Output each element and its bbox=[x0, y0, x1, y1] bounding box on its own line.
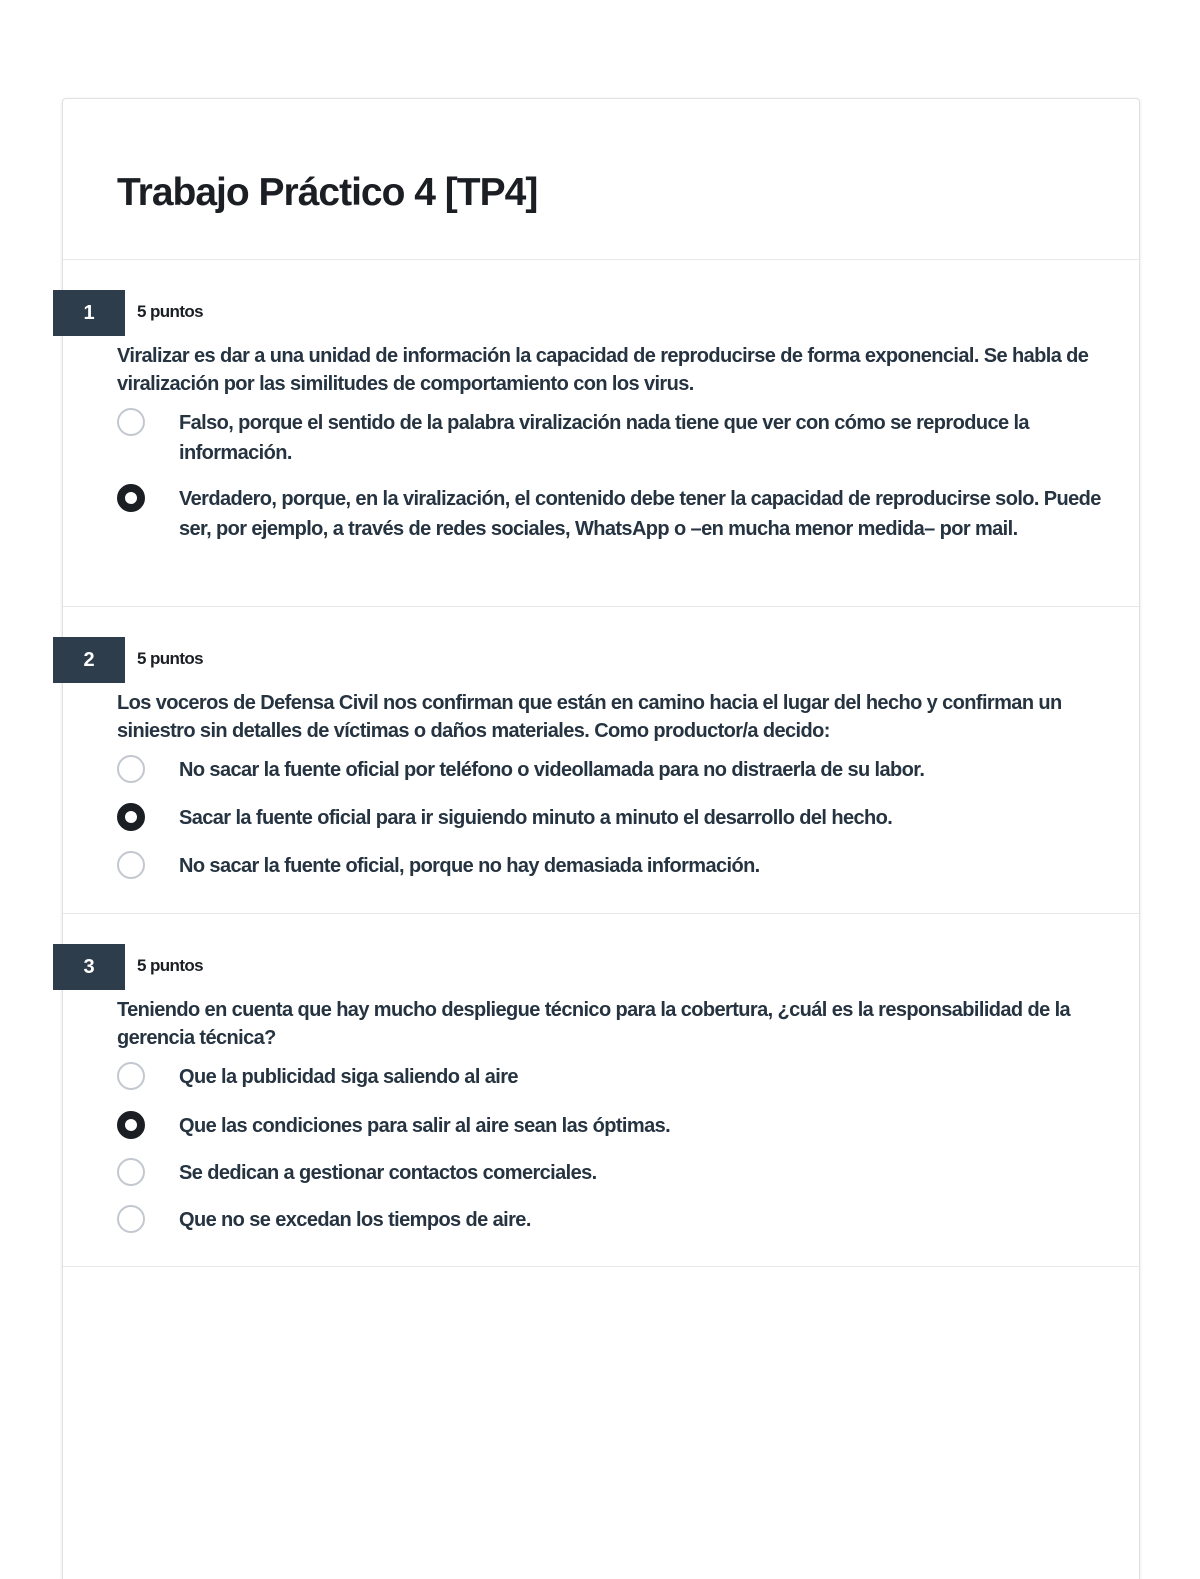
form-title: Trabajo Práctico 4 [TP4] bbox=[117, 171, 538, 214]
radio-button-selected[interactable] bbox=[117, 1111, 145, 1139]
question-number-badge: 2 bbox=[53, 637, 125, 683]
question-text: Los voceros de Defensa Civil nos confirman que están en camino hacia el lugar del hecho y confirman un siniestro sin detalles de víctimas o daños materiales. Como productor/a decido: bbox=[117, 692, 1062, 742]
option-1-1[interactable] bbox=[117, 408, 1117, 468]
radio-button[interactable] bbox=[117, 408, 145, 436]
radio-button-selected[interactable] bbox=[117, 803, 145, 831]
question-1 bbox=[63, 260, 1139, 607]
option-label: Que no se excedan los tiempos de aire. bbox=[179, 1209, 531, 1231]
options-list bbox=[117, 755, 1117, 881]
radio-button[interactable] bbox=[117, 1062, 145, 1090]
option-label: Que las condiciones para salir al aire sean las óptimas. bbox=[179, 1115, 671, 1137]
form-header bbox=[63, 99, 1139, 260]
option-label: Se dedican a gestionar contactos comerciales. bbox=[179, 1162, 597, 1184]
question-text: Teniendo en cuenta que hay mucho despliegue técnico para la cobertura, ¿cuál es la responsabilidad de la gerencia técnica? bbox=[117, 999, 1071, 1049]
option-label: No sacar la fuente oficial por teléfono o videollamada para no distraerla de su labor. bbox=[179, 759, 925, 781]
option-3-3[interactable] bbox=[117, 1158, 1117, 1188]
option-3-1[interactable] bbox=[117, 1062, 1117, 1092]
question-2 bbox=[63, 607, 1139, 914]
options-list bbox=[117, 1062, 1117, 1235]
options-list bbox=[117, 408, 1117, 544]
option-label: Verdadero, porque, en la viralización, el contenido debe tener la capacidad de reproducirse solo. Puede ser, por ejemplo, a través de redes sociales, WhatsApp o –en mucha menor medida– por mail. bbox=[179, 488, 1101, 540]
option-3-2[interactable] bbox=[117, 1111, 1117, 1141]
radio-button[interactable] bbox=[117, 755, 145, 783]
radio-button[interactable] bbox=[117, 1205, 145, 1233]
option-2-1[interactable] bbox=[117, 755, 1117, 785]
radio-button[interactable] bbox=[117, 1158, 145, 1186]
option-label: Que la publicidad siga saliendo al aire bbox=[179, 1066, 518, 1088]
question-points: 5 puntos bbox=[137, 956, 204, 975]
option-2-2[interactable] bbox=[117, 803, 1117, 833]
option-label: Falso, porque el sentido de la palabra viralización nada tiene que ver con cómo se reproduce la información. bbox=[179, 412, 1029, 464]
question-text: Viralizar es dar a una unidad de información la capacidad de reproducirse de forma exponencial. Se habla de viralización por las similitudes de comportamiento con los virus. bbox=[117, 345, 1089, 395]
option-3-4[interactable] bbox=[117, 1205, 1117, 1235]
question-points: 5 puntos bbox=[137, 302, 204, 321]
question-3 bbox=[63, 914, 1139, 1267]
option-1-2[interactable] bbox=[117, 484, 1117, 544]
radio-button-selected[interactable] bbox=[117, 484, 145, 512]
option-label: Sacar la fuente oficial para ir siguiendo minuto a minuto el desarrollo del hecho. bbox=[179, 807, 893, 829]
option-label: No sacar la fuente oficial, porque no hay demasiada información. bbox=[179, 855, 760, 877]
option-2-3[interactable] bbox=[117, 851, 1117, 881]
radio-button[interactable] bbox=[117, 851, 145, 879]
form-card bbox=[62, 98, 1140, 1579]
question-number-badge: 1 bbox=[53, 290, 125, 336]
question-points: 5 puntos bbox=[137, 649, 204, 668]
question-number-badge: 3 bbox=[53, 944, 125, 990]
